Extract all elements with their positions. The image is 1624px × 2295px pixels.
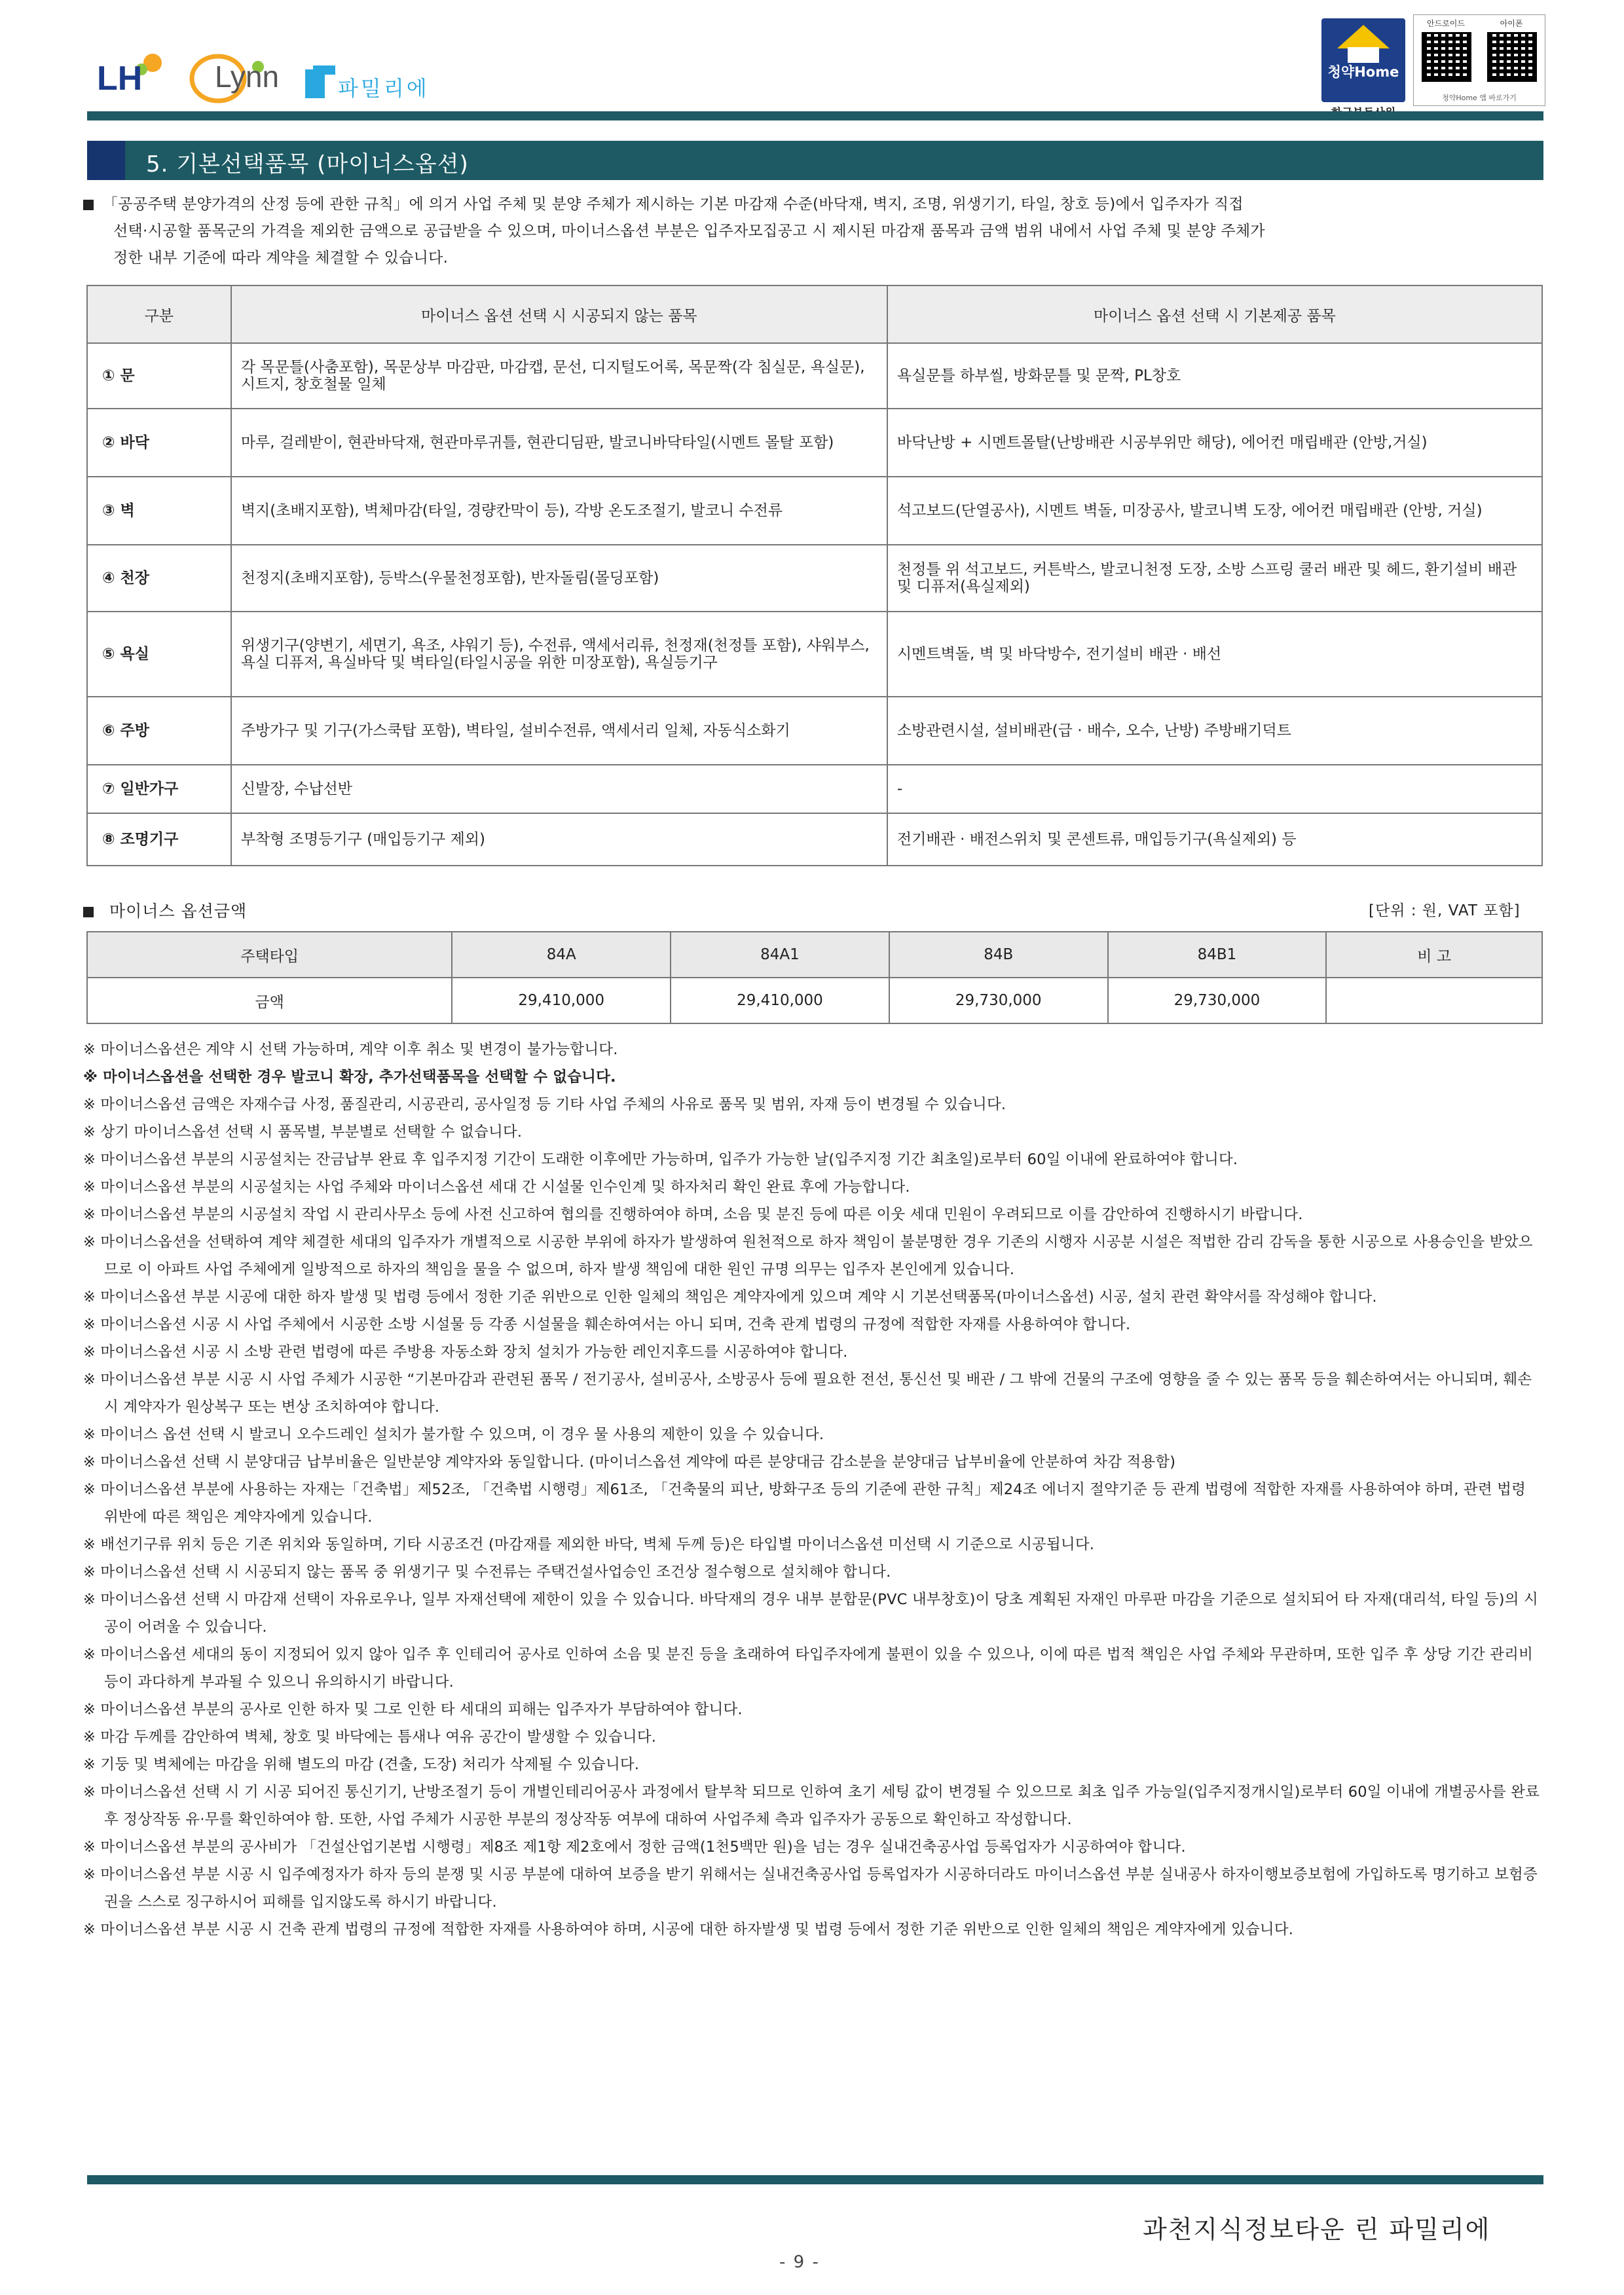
note-item: ※ 마이너스옵션 선택 시 기 시공 되어진 통신기기, 난방조절기 등이 개별인테리어공사 과정에서 탈부착 되므로 인하여 초기 세팅 값이 변경될 수 있으므로 최초 입주 가능일(입주지정개시일)로부터 60일 이내에 개별공사를 완료 후 정상작동 유·무를 확인하여야 함. 또한, 사업 주체가 시공한 부분의 정상작동 여부에 대하여 사업주체 측과 입주자가 공동으로 확인하고 작성합니다. <box>83 1784 1540 1828</box>
price-84b: 29,730,000 <box>889 978 1108 1023</box>
section-title: 5. 기본선택품목 (마이너스옵션) <box>146 151 469 177</box>
header-divider <box>87 111 1543 120</box>
price-remark <box>1326 978 1542 1023</box>
qr-label-iphone: 아이폰 <box>1500 19 1523 28</box>
note-item: ※ 마이너스 옵션 선택 시 발코니 오수드레인 설치가 불가할 수 있으며, 이 경우 물 사용의 제한이 있을 수 있습니다. <box>83 1426 824 1443</box>
app-qr-panel <box>1413 14 1545 106</box>
row-not-installed: 신발장, 수납선반 <box>231 765 887 813</box>
row-not-installed: 부착형 조명등기구 (매입등기구 제외) <box>231 813 887 866</box>
note-item: ※ 마이너스옵션 시공 시 소방 관련 법령에 따른 주방용 자동소화 장치 설치가 가능한 레인지후드를 시공하여야 합니다. <box>83 1344 848 1361</box>
row-category: ⑦ 일반가구 <box>87 765 231 813</box>
row-not-installed: 주방가구 및 기구(가스쿡탑 포함), 벽타일, 설비수전류, 액세서리 일체, 자동식소화기 <box>231 697 887 765</box>
row-category: ④ 천장 <box>87 545 231 612</box>
table-row <box>87 813 1542 866</box>
col-header-84b1: 84B1 <box>1108 932 1327 978</box>
col-header-84a: 84A <box>452 932 671 978</box>
note-item: ※ 마이너스옵션 부분 시공에 대한 하자 발생 및 법령 등에서 정한 기준 위반으로 인한 일체의 책임은 계약자에게 있으며 계약 시 기본선택품목(마이너스옵션) 시공, 설치 관련 확약서를 작성해야 합니다. <box>83 1289 1377 1306</box>
row-category: ⑧ 조명기구 <box>87 813 231 866</box>
price-84b1: 29,730,000 <box>1108 978 1327 1023</box>
section-accent <box>87 141 125 180</box>
table-row <box>87 697 1542 765</box>
table-row <box>87 545 1542 612</box>
row-provided: 욕실문틀 하부씰, 방화문틀 및 문짝, PL창호 <box>887 343 1542 409</box>
notes-list <box>83 1036 1545 1943</box>
minus-option-items-table <box>86 285 1543 866</box>
row-provided: 소방관련시설, 설비배관(급 · 배수, 오수, 난방) 주방배기덕트 <box>887 697 1542 765</box>
note-item: ※ 마이너스옵션을 선택하여 계약 체결한 세대의 입주자가 개별적으로 시공한 부위에 하자가 발생하여 원천적으로 하자 책임이 불분명한 경우 기존의 시행자 시공분 시설은 적법한 감리 감독을 통한 시공으로 사용승인을 받았으므로 이 아파트 사업 주체에게 일방적으로 하자의 책임을 물을 수 없으며, 하자 발생 책임에 대한 원인 규명 의무는 입주자 본인에게 있습니다. <box>83 1234 1533 1278</box>
note-item: ※ 마이너스옵션 선택 시 마감재 선택이 자유로우나, 일부 자재선택에 제한이 있을 수 있습니다. 바닥재의 경우 내부 분합문(PVC 내부창호)이 당초 계획된 자재인 마루판 마감을 기준으로 설치되어 타 자재(대리석, 타일 등)의 시공이 어려울 수 있습니다. <box>83 1591 1538 1636</box>
intro-line-3: 정한 내부 기준에 따라 계약을 체결할 수 있습니다. <box>113 249 449 266</box>
house-icon <box>1321 18 1405 64</box>
row-category: ⑥ 주방 <box>87 697 231 765</box>
col-header-84a1: 84A1 <box>671 932 889 978</box>
price-84a: 29,410,000 <box>452 978 671 1023</box>
note-item: ※ 마이너스옵션은 계약 시 선택 가능하며, 계약 이후 취소 및 변경이 불가능합니다. <box>83 1041 618 1058</box>
price-header-row <box>87 932 1542 978</box>
note-item: ※ 마이너스옵션을 선택한 경우 발코니 확장, 추가선택품목을 선택할 수 없습니다. <box>83 1069 616 1086</box>
minus-price-title <box>83 898 247 922</box>
note-item: ※ 마이너스옵션 부분 시공 시 사업 주체가 시공한 “기본마감과 관련된 품목 / 전기공사, 설비공사, 소방공사 등에 필요한 전선, 통신선 및 배관 / 그 밖에 건물의 구조에 영향을 줄 수 있는 품목 등을 훼손하여서는 아니되며, 훼손 시 계약자가 원상복구 또는 변상 조치하여야 합니다. <box>83 1371 1532 1416</box>
note-item: ※ 배선기구류 위치 등은 기존 위치와 동일하며, 기타 시공조건 (마감재를 제외한 바닥, 벽체 두께 등)은 타입별 마이너스옵션 미선택 시 기준으로 시공됩니다. <box>83 1536 1095 1553</box>
note-item: ※ 마이너스옵션 선택 시 분양대금 납부비율은 일반분양 계약자와 동일합니다. (마이너스옵션 계약에 따른 분양대금 감소분을 분양대금 납부비율에 안분하여 차감 적용함) <box>83 1454 1176 1471</box>
table-header-row <box>87 285 1542 343</box>
col-header-type: 주택타입 <box>87 932 452 978</box>
col-header-84b: 84B <box>889 932 1108 978</box>
col-header-remark: 비 고 <box>1326 932 1542 978</box>
intro-text-1: 「공공주택 분양가격의 산정 등에 관한 규칙」에 의거 사업 주체 및 분양 주체가 제시하는 기본 마감재 수준(바닥재, 벽지, 조명, 위생기기, 타일, 창호 등)에서 입주자가 직접 <box>103 196 1244 213</box>
logo-lh-text: LH <box>97 60 143 98</box>
row-provided: 전기배관 · 배전스위치 및 콘센트류, 매입등기구(욕실제외) 등 <box>887 813 1542 866</box>
row-provided: 시멘트벽돌, 벽 및 바닥방수, 전기설비 배관 · 배선 <box>887 612 1542 697</box>
qr-label-android: 안드로이드 <box>1427 19 1465 28</box>
intro-paragraph <box>83 191 1543 272</box>
price-84a1: 29,410,000 <box>671 978 889 1023</box>
note-item: ※ 마이너스옵션 부분의 공사비가 「건설산업기본법 시행령」제8조 제1항 제2호에서 정한 금액(1천5백만 원)을 넘는 경우 실내건축공사업 등록업자가 시공하여야 합니다. <box>83 1839 1186 1856</box>
square-bullet-icon <box>83 907 94 917</box>
note-item: ※ 마이너스옵션 시공 시 사업 주체에서 시공한 소방 시설물 등 각종 시설물을 훼손하여서는 아니 되며, 건축 관계 법령의 규정에 적합한 자재를 사용하여야 합니다. <box>83 1316 1131 1333</box>
table-row <box>87 409 1542 477</box>
qr-code-android-icon[interactable] <box>1422 32 1471 82</box>
row-not-installed: 마루, 걸레받이, 현관바닥재, 현관마루귀틀, 현관디딤판, 발코니바닥타일(시멘트 몰탈 포함) <box>231 409 887 477</box>
table-row <box>87 765 1542 813</box>
note-item: ※ 상기 마이너스옵션 선택 시 품목별, 부분별로 선택할 수 없습니다. <box>83 1124 523 1141</box>
logo-family-text: 파밀리에 <box>338 76 430 101</box>
table-row <box>87 477 1542 545</box>
qr-code-iphone-icon[interactable] <box>1487 32 1537 82</box>
row-not-installed: 벽지(초배지포함), 벽체마감(타일, 경량칸막이 등), 각방 온도조절기, 발코니 수전류 <box>231 477 887 545</box>
note-item: ※ 마이너스옵션 부분 시공 시 입주예정자가 하자 등의 분쟁 및 시공 부분에 대하여 보증을 받기 위해서는 실내건축공사업 등록업자가 시공하더라도 마이너스옵션 부분 실내공사 하자이행보증보험에 가입하도록 명기하고 보험증권을 스스로 징구하시어 피해를 입지않도록 하시기 바랍니다. <box>83 1866 1538 1911</box>
row-category: ③ 벽 <box>87 477 231 545</box>
note-item: ※ 기둥 및 벽체에는 마감을 위해 별도의 마감 (견출, 도장) 처리가 삭제될 수 있습니다. <box>83 1756 640 1773</box>
section-header-bar <box>87 141 1543 180</box>
note-item: ※ 마이너스옵션 부분의 시공설치 작업 시 관리사무소 등에 사전 신고하여 협의를 진행하여야 하며, 소음 및 분진 등에 따른 이웃 세대 민원이 우려되므로 이를 감안하여 진행하시기 바랍니다. <box>83 1206 1303 1223</box>
table-row <box>87 343 1542 409</box>
note-item: ※ 마이너스옵션 부분의 시공설치는 잔금납부 완료 후 입주지정 기간이 도래한 이후에만 가능하며, 입주가 가능한 날(입주지정 기간 최초일)로부터 60일 이내에 완료하여야 합니다. <box>83 1151 1238 1168</box>
table-row <box>87 612 1542 697</box>
row-not-installed: 위생기구(양변기, 세면기, 욕조, 샤워기 등), 수전류, 액세서리류, 천정재(천정틀 포함), 샤워부스, 욕실 디퓨저, 욕실바닥 및 벽타일(타일시공을 위한 미장포함), 욕실등기구 <box>231 612 887 697</box>
footer-project-name: 과천지식정보타운 린 파밀리에 <box>1143 2215 1491 2244</box>
footer-divider <box>87 2175 1543 2184</box>
page-number: - 9 - <box>779 2252 820 2272</box>
row-category: ① 문 <box>87 343 231 409</box>
note-item: ※ 마이너스옵션 부분에 사용하는 자재는「건축법」제52조, 「건축법 시행령」제61조, 「건축물의 피난, 방화구조 등의 기준에 관한 규칙」제24조 에너지 절약기준 등 관계 법령에 적합한 자재를 사용하여야 하며, 관련 법령 위반에 따른 책임은 계약자에게 있습니다. <box>83 1481 1526 1526</box>
note-item: ※ 마이너스옵션 부분 시공 시 건축 관계 법령의 규정에 적합한 자재를 사용하여야 하며, 시공에 대한 하자발생 및 법령 등에서 정한 기준 위반으로 인한 일체의 책임은 계약자에게 있습니다. <box>83 1921 1294 1938</box>
intro-line-2: 선택·시공할 품목군의 가격을 제외한 금액으로 공급받을 수 있으며, 마이너스옵션 부분은 입주자모집공고 시 제시된 마감재 품목과 금액 범위 내에서 사업 주체 및 분양 주체가 <box>113 223 1265 240</box>
price-row-label: 금액 <box>87 978 452 1023</box>
intro-line-1 <box>83 191 1543 218</box>
cheongyak-home-logo <box>1321 18 1405 102</box>
note-item: ※ 마이너스옵션 부분의 공사로 인한 하자 및 그로 인한 타 세대의 피해는 입주자가 부담하여야 합니다. <box>83 1701 743 1718</box>
row-not-installed: 천정지(초배지포함), 등박스(우물천정포함), 반자돌림(몰딩포함) <box>231 545 887 612</box>
row-provided: 바닥난방 + 시멘트몰탈(난방배관 시공부위만 해당), 에어컨 매립배관 (안방,거실) <box>887 409 1542 477</box>
logo-lynn-text: Lynn <box>215 60 280 94</box>
price-unit-label: [단위 : 원, VAT 포함] <box>1369 902 1521 919</box>
row-not-installed: 각 목문틀(사춤포함), 목문상부 마감판, 마감캡, 문선, 디지털도어록, 목문짝(각 침실문, 욕실문), 시트지, 창호철물 일체 <box>231 343 887 409</box>
row-provided: 석고보드(단열공사), 시멘트 벽돌, 미장공사, 발코니벽 도장, 에어컨 매립배관 (안방, 거실) <box>887 477 1542 545</box>
price-row <box>87 978 1542 1023</box>
note-item: ※ 마감 두께를 감안하여 벽체, 창호 및 바닥에는 틈새나 여유 공간이 발생할 수 있습니다. <box>83 1729 657 1746</box>
minus-price-title-text: 마이너스 옵션금액 <box>109 902 248 921</box>
row-provided: - <box>887 765 1542 813</box>
qr-caption: 청약Home 앱 바로가기 <box>1442 94 1517 102</box>
note-item: ※ 마이너스옵션 부분의 시공설치는 사업 주체와 마이너스옵션 세대 간 시설물 인수인계 및 하자처리 확인 완료 후에 가능합니다. <box>83 1179 910 1196</box>
lh-logo <box>97 51 437 103</box>
note-item: ※ 마이너스옵션 금액은 자재수급 사정, 품질관리, 시공관리, 공사일정 등 기타 사업 주체의 사유로 품목 및 범위, 자재 등이 변경될 수 있습니다. <box>83 1096 1006 1113</box>
col-header-category: 구분 <box>87 285 231 343</box>
row-provided: 천정틀 위 석고보드, 커튼박스, 발코니천정 도장, 소방 스프링 쿨러 배관 및 헤드, 환기설비 배관 및 디퓨저(욕실제외) <box>887 545 1542 612</box>
col-header-not-installed: 마이너스 옵션 선택 시 시공되지 않는 품목 <box>231 285 887 343</box>
minus-price-table <box>86 931 1543 1024</box>
col-header-provided: 마이너스 옵션 선택 시 기본제공 품목 <box>887 285 1542 343</box>
cheongyak-home-text: 청약Home <box>1327 64 1399 80</box>
row-category: ⑤ 욕실 <box>87 612 231 697</box>
row-category: ② 바닥 <box>87 409 231 477</box>
note-item: ※ 마이너스옵션 선택 시 시공되지 않는 품목 중 위생기구 및 수전류는 주택건설사업승인 조건상 절수형으로 설치해야 합니다. <box>83 1564 891 1581</box>
square-bullet-icon <box>83 200 94 210</box>
note-item: ※ 마이너스옵션 세대의 동이 지정되어 있지 않아 입주 후 인테리어 공사로 인하여 소음 및 분진 등을 초래하여 타입주자에게 불편이 있을 수 있으나, 이에 따른 법적 책임은 사업 주체와 무관하며, 또한 입주 후 상당 기간 관리비 등이 과다하게 부과될 수 있으니 유의하시기 바랍니다. <box>83 1646 1534 1691</box>
